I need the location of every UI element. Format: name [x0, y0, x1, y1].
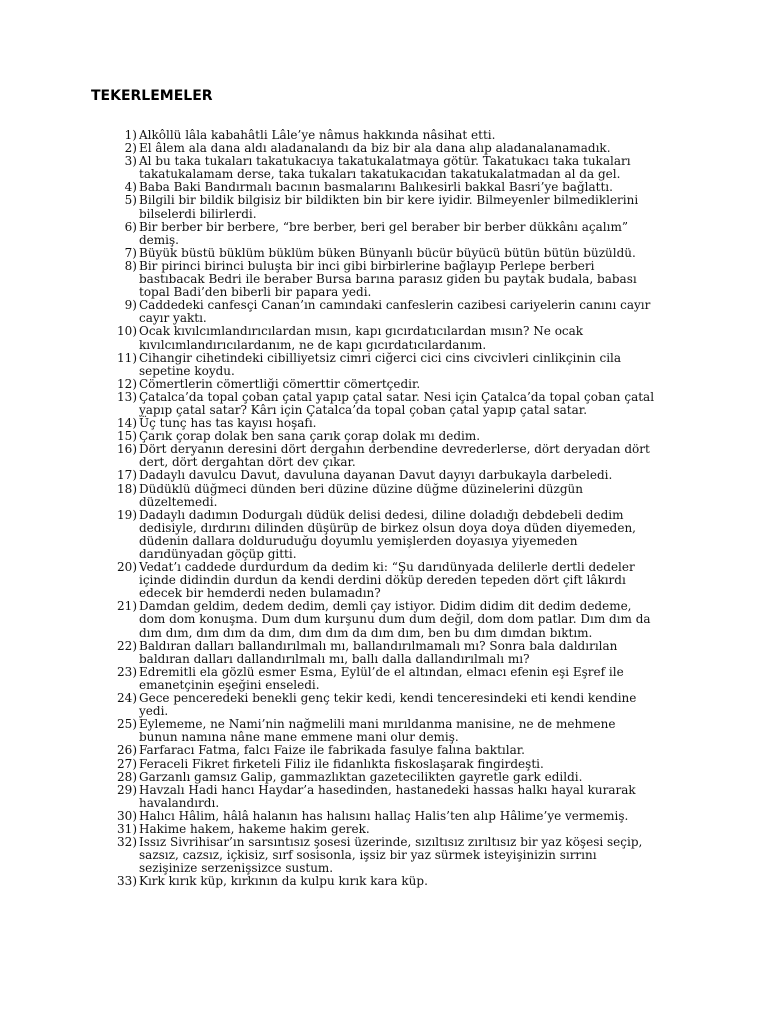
list-item-text: Büyük büstü büklüm büklüm büken Bünyanlı bücür büyücü bütün bütün büzüldü.	[139, 245, 636, 260]
list-item-number: 23)	[117, 664, 137, 679]
list-item-text: Vedat’ı caddede durdurdum da dedim ki: “Şu darıdünyada delilerle dertli dedeler içinde didindin durdun da kendi derdini döküp dereden tepeden dört çift lâkırdı edecek bir hemderdi neden bulamadın?	[139, 560, 635, 601]
list-item-text: Dört deryanın deresini dört dergahın derbendine devrederlerse, dört deryadan dört dert, dört dergahtan dört dev çıkar.	[139, 442, 650, 470]
list-item	[110, 221, 655, 247]
list-item-text: Kırk kırık küp, kırkının da kulpu kırık kara küp.	[139, 874, 428, 889]
list-item-text: Bir pirinci birinci buluşta bir inci gibi birbirlerine bağlayıp Perlepe berberi bastıbacak Bedri ile beraber Bursa barına parasız giden bu paytak budala, babası topal Badi’den biberli bir papara yedi.	[139, 258, 637, 300]
list-item-text: Al bu taka tukaları takatukacıya takatukalatmaya götür. Takatukacı taka tukaları takatukalamam derse, taka tukaları takatukacıdan takatukalatmadan al da gel.	[139, 154, 631, 182]
list-item	[110, 771, 655, 784]
tongue-twister-list	[110, 129, 655, 888]
list-item	[110, 692, 655, 718]
list-item-text: Dadaylı davulcu Davut, davuluna dayanan Davut dayıyı darbukayla darbeledi.	[139, 468, 613, 483]
list-item-number: 18)	[117, 481, 137, 496]
list-item	[110, 718, 655, 744]
list-item-text: Feraceli Fikret firketeli Filiz ile fidanlıkta fiskoslaşarak fingirdeşti.	[139, 756, 544, 771]
list-item-number: 31)	[117, 821, 137, 836]
list-item	[110, 561, 655, 600]
list-item-number: 19)	[117, 507, 137, 522]
list-item-text: Hakime hakem, hakeme hakim gerek.	[139, 821, 370, 836]
list-item-number: 14)	[117, 416, 137, 431]
list-item-number: 9)	[124, 298, 137, 313]
document-title: TEKERLEMELER	[91, 88, 213, 104]
list-item-text: Baldıran dalları ballandırılmalı mı, ballandırılmamalı mı? Sonra bala daldırılan baldıran dalları dallandırılmalı mı, ballı dalla dallandırılmalı mı?	[139, 638, 618, 666]
list-item-text: Eylememe, ne Nami’nin nağmelili mani mırıldanma manisine, ne de mehmene bunun namına nâne mane emmene mani olur demiş.	[139, 717, 616, 745]
list-item-text: Gece penceredeki benekli genç tekir kedi, kendi tenceresindeki eti kendi kendine yedi.	[139, 691, 637, 719]
list-item	[110, 600, 655, 639]
list-item-text: Çatalca’da topal çoban çatal yapıp çatal satar. Nesi için Çatalca’da topal çoban çatal yapıp çatal satar? Kârı için Çatalca’da topal çoban çatal yapıp çatal satar.	[139, 389, 655, 417]
list-item	[110, 469, 655, 482]
list-item-text: Düdüklü düğmeci dünden beri düzine düzine düğme düzinelerini düzgün düzeltemedi.	[139, 481, 583, 509]
list-item	[110, 325, 655, 351]
list-item	[110, 299, 655, 325]
list-item-number: 16)	[117, 442, 137, 457]
list-item-number: 22)	[117, 638, 137, 653]
list-item-text: Alkôllü lâla kabahâtli Lâle’ye nâmus hakkında nâsihat etti.	[139, 128, 496, 142]
list-item	[110, 784, 655, 810]
list-item-number: 6)	[124, 219, 137, 234]
list-item	[110, 378, 655, 391]
list-item-text: Issız Sivrihisar’ın sarsıntısız şosesi üzerinde, sızıltısız zırıltısız bir yaz köşesi seçip, sazsız, cazsız, içkisiz, sırf sosisonla, işsiz bir yaz sürmek isteyişinizin sırrını sezişinize serzenişsizce sustum.	[139, 835, 643, 876]
list-item-number: 12)	[117, 376, 137, 391]
list-item-number: 4)	[124, 180, 137, 195]
list-item-text: Üç tunç has tas kayısı hoşafı.	[139, 416, 317, 431]
list-item	[110, 875, 655, 888]
list-item	[110, 483, 655, 509]
list-item-text: Caddedeki canfesçi Canan’ın camındaki canfeslerin cazibesi cariyelerin canını cayır cayır yaktı.	[139, 298, 651, 326]
list-item-text: Damdan geldim, dedem dedim, demli çay istiyor. Didim didim dit dedim dedeme, dom dom konuşma. Dum dum kurşunu dum dum değil, dom dom patlar. Dım dım da dım dım, dım dım da dım, dım dım da dım dım, ben bu dım dımdan bıktım.	[139, 599, 651, 640]
list-item-number: 32)	[117, 835, 137, 850]
list-item-text: Çarık çorap dolak ben sana çarık çorap dolak mı dedim.	[139, 429, 481, 444]
list-item	[110, 155, 655, 181]
list-item-text: Dadaylı dadımın Dodurgalı düdük delisi dedesi, diline doladığı debdebeli dedim dedisiyle, dırdırını dilinden düşürüp de birkez olsun doya doya düden diyemeden, düdenin dallara dolduruduğu doyumlu yemişlerden doyasıya yiyemeden darıdünyadan göçüp gitti.	[139, 507, 636, 561]
list-item	[110, 758, 655, 771]
list-item-text: Farfaracı Fatma, falcı Faize ile fabrikada fasulye falına baktılar.	[139, 743, 525, 758]
list-item	[110, 666, 655, 692]
list-item-text: Cihangir cihetindeki cibilliyetsiz cimri ciğerci cici cins civcivleri cinlikçinin cila sepetine koydu.	[139, 350, 622, 378]
list-item	[110, 194, 655, 220]
list-item	[110, 352, 655, 378]
list-item-number: 10)	[117, 324, 137, 339]
list-item-number: 13)	[117, 389, 137, 404]
list-item-text: Ocak kıvılcımlandırıcılardan mısın, kapı gıcırdatıcılardan mısın? Ne ocak kıvılcımlandırıcılardanım, ne de kapı gıcırdatıcılardanım.	[139, 324, 584, 352]
list-item-text: El âlem ala dana aldı aladanalandı da biz bir ala dana alıp aladanalanamadık.	[139, 141, 611, 156]
list-item-number: 30)	[117, 808, 137, 823]
list-item	[110, 509, 655, 561]
list-item-text: Garzanlı gamsız Galip, gammazlıktan gazetecilikten gayretle gark edildi.	[139, 769, 583, 784]
list-item-number: 24)	[117, 691, 137, 706]
list-item-number: 8)	[124, 258, 137, 273]
list-item-number: 5)	[124, 193, 137, 208]
list-item	[110, 443, 655, 469]
list-item-text: Baba Baki Bandırmalı bacının basmalarını Balıkesirli bakkal Basri’ye bağlattı.	[139, 180, 613, 195]
list-item-number: 29)	[117, 782, 137, 797]
list-item-text: Cömertlerin cömertliği cömerttir cömertçedir.	[139, 376, 421, 391]
list-item-text: Edremitli ela gözlü esmer Esma, Eylül’de el altından, elmacı efenin eşi Eşref ile emanetçinin eşeğini enseledi.	[139, 664, 624, 692]
list-item-number: 17)	[117, 468, 137, 483]
list-item-number: 20)	[117, 560, 137, 575]
list-item	[110, 744, 655, 757]
list-item-number: 28)	[117, 769, 137, 784]
list-item-text: Havzalı Hadi hancı Haydar’a hasedinden, hastanedeki hassas halkı hayal kurarak havalandırdı.	[139, 782, 636, 810]
list-item-number: 15)	[117, 429, 137, 444]
list-item	[110, 640, 655, 666]
list-item-text: Bilgili bir bildik bilgisiz bir bildikten bin bir kere iyidir. Bilmeyenler bilmediklerini bilselerdi bilirlerdi.	[139, 193, 639, 221]
list-item-number: 33)	[117, 874, 137, 889]
list-item-number: 7)	[124, 245, 137, 260]
list-item-number: 11)	[117, 350, 137, 365]
list-item-number: 2)	[124, 141, 137, 156]
list-item-number: 25)	[117, 717, 137, 732]
list-item-number: 3)	[124, 154, 137, 169]
list-item-number: 27)	[117, 756, 137, 771]
list-item-text: Halıcı Hâlim, hâlâ halanın has halısını hallaç Halis’ten alıp Hâlime’ye vermemiş.	[139, 808, 629, 823]
list-item	[110, 247, 655, 260]
list-item-number: 26)	[117, 743, 137, 758]
list-item	[110, 391, 655, 417]
list-item	[110, 836, 655, 875]
list-item-text: Bir berber bir berbere, “bre berber, beri gel beraber bir berber dükkânı açalım” demiş.	[139, 219, 628, 247]
list-item	[110, 260, 655, 299]
list-item-number: 21)	[117, 599, 137, 614]
list-item	[110, 810, 655, 823]
list-item-number: 1)	[124, 128, 137, 142]
